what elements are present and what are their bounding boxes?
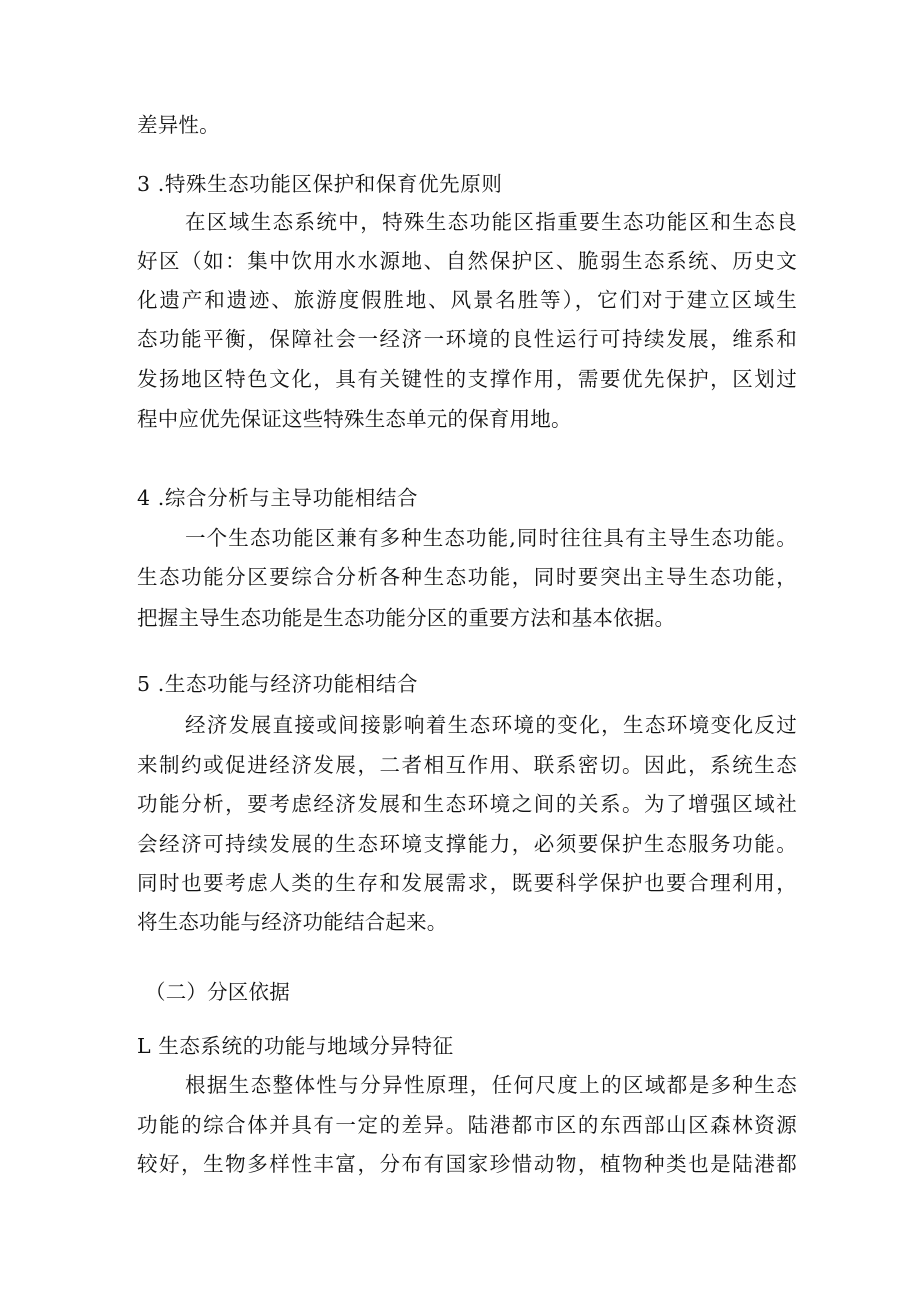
paragraph-line: 差异性。: [137, 113, 220, 137]
paragraph-line: 化遗产和遗迹、旅游度假胜地、风景名胜等），它们对于建立区域生: [137, 288, 797, 312]
paragraph-line: 好区（如：集中饮用水水源地、自然保护区、脆弱生态系统、历史文: [137, 249, 797, 273]
paragraph-line: 将生态功能与经济功能结合起来。: [137, 910, 448, 934]
paragraph-line: 功能分析，要考虑经济发展和生态环境之间的关系。为了增强区域社: [137, 792, 797, 816]
section-heading-3: 3 .特殊生态功能区保护和保育优先原则: [137, 172, 503, 196]
paragraph-line: 经济发展直接或间接影响着生态环境的变化，生态环境变化反过: [185, 713, 797, 737]
paragraph-line: 程中应优先保证这些特殊生态单元的保育用地。: [137, 407, 572, 431]
section-heading-4: 4 .综合分析与主导功能相结合: [137, 486, 419, 510]
paragraph-line: 态功能平衡，保障社会一经济一环境的良性运行可持续发展，维系和: [137, 327, 797, 351]
paragraph-line: 把握主导生态功能是生态功能分区的重要方法和基本依据。: [137, 606, 676, 630]
paragraph-line: 发扬地区特色文化，具有关键性的支撑作用，需要优先保护，区划过: [137, 367, 797, 391]
paragraph-line: 会经济可持续发展的生态环境支撑能力，必须要保护生态服务功能。: [137, 832, 797, 856]
paragraph-line: 生态功能分区要综合分析各种生态功能，同时要突出主导生态功能，: [137, 565, 797, 589]
paragraph-line: 同时也要考虑人类的生存和发展需求，既要科学保护也要合理利用，: [137, 871, 797, 895]
paragraph-line: 功能的综合体并具有一定的差异。陆港都市区的东西部山区森林资源: [137, 1113, 797, 1137]
paragraph-line: 根据生态整体性与分异性原理，任何尺度上的区域都是多种生态: [185, 1073, 797, 1097]
paragraph-line: 来制约或促进经济发展，二者相互作用、联系密切。因此，系统生态: [137, 753, 797, 777]
section-heading-5: 5 .生态功能与经济功能相结合: [137, 672, 419, 696]
paragraph-line: 一个生态功能区兼有多种生态功能,同时往往具有主导生态功能。: [185, 526, 797, 550]
paragraph-line: 在区域生态系统中，特殊生态功能区指重要生态功能区和生态良: [185, 210, 797, 234]
paragraph-line: 较好，生物多样性丰富，分布有国家珍惜动物，植物种类也是陆港都: [137, 1152, 797, 1176]
section-heading-l: L 生态系统的功能与地域分异特征: [137, 1034, 454, 1058]
subsection-heading: （二）分区依据: [145, 980, 290, 1004]
